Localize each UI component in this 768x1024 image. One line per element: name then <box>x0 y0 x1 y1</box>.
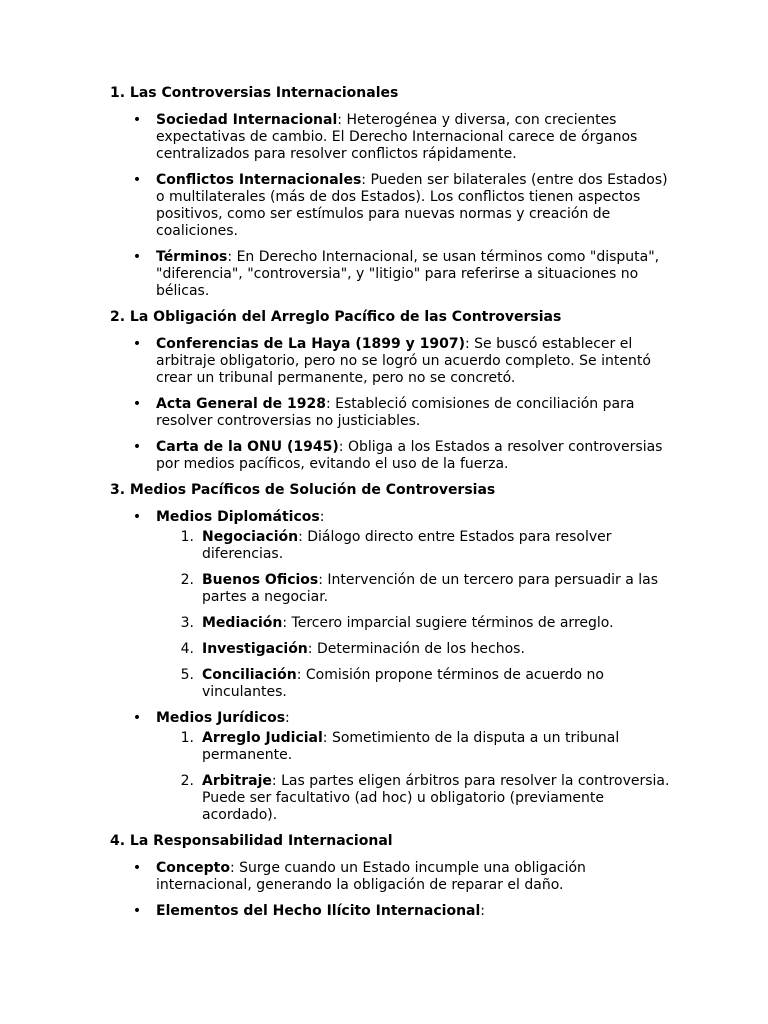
item-number: 1. <box>180 730 194 746</box>
bullet-list <box>110 509 670 824</box>
numbered-item <box>156 615 670 632</box>
sub-item-term: Buenos Oficios <box>202 572 319 588</box>
item-number: 3. <box>180 615 194 631</box>
item-number: 2. <box>180 773 194 789</box>
item-term: Carta de la ONU (1945) <box>156 439 339 455</box>
sub-item-term: Conciliación <box>202 667 297 683</box>
sub-item-text: : Tercero imparcial sugiere términos de arreglo. <box>282 615 614 631</box>
sub-item-term: Negociación <box>202 529 299 545</box>
item-term: Concepto <box>156 860 230 876</box>
numbered-item <box>156 641 670 658</box>
section-heading: 4. La Responsabilidad Internacional <box>110 833 393 849</box>
bullet-icon: • <box>132 336 142 352</box>
item-number: 2. <box>180 572 194 588</box>
bullet-icon: • <box>132 903 142 919</box>
bullet-item <box>110 903 670 920</box>
numbered-item <box>156 773 670 824</box>
item-number: 4. <box>180 641 194 657</box>
item-term: Elementos del Hecho Ilícito Internacional <box>156 903 481 919</box>
numbered-item <box>156 730 670 764</box>
bullet-list <box>110 112 670 300</box>
bullet-list <box>110 860 670 920</box>
item-text: : <box>319 509 325 525</box>
item-text: : Estableció comisiones de conciliación para resolver controversias no justiciables. <box>156 396 635 429</box>
item-text: : Pueden ser bilaterales (entre dos Estados) o multilaterales (más de dos Estados). Los conflictos tienen aspectos positivos, como ser estímulos para nuevas normas y creación de coaliciones. <box>156 172 668 239</box>
bullet-list <box>110 336 670 473</box>
item-term: Conferencias de La Haya (1899 y 1907) <box>156 336 465 352</box>
item-term: Medios Jurídicos <box>156 710 286 726</box>
bullet-icon: • <box>132 509 142 525</box>
section-heading: 1. Las Controversias Internacionales <box>110 85 399 101</box>
bullet-item <box>110 336 670 387</box>
section-heading: 3. Medios Pacíficos de Solución de Controversias <box>110 482 496 498</box>
item-text: : Heterogénea y diversa, con crecientes expectativas de cambio. El Derecho Internacional carece de órganos centralizados para resolver conflictos rápidamente. <box>156 112 638 162</box>
item-text: : Surge cuando un Estado incumple una obligación internacional, generando la obligación de reparar el daño. <box>156 860 586 893</box>
item-text: : <box>480 903 486 919</box>
sub-item-term: Mediación <box>202 615 283 631</box>
document-content <box>110 85 670 929</box>
sub-item-term: Arreglo Judicial <box>202 730 323 746</box>
bullet-icon: • <box>132 172 142 188</box>
bullet-icon: • <box>132 112 142 128</box>
sub-item-text: : Sometimiento de la disputa a un tribunal permanente. <box>202 730 620 763</box>
sub-item-text: : Comisión propone términos de acuerdo no vinculantes. <box>202 667 604 700</box>
item-term: Acta General de 1928 <box>156 396 326 412</box>
item-number: 1. <box>180 529 194 545</box>
item-term: Sociedad Internacional <box>156 112 338 128</box>
bullet-icon: • <box>132 710 142 726</box>
item-text: : Obliga a los Estados a resolver controversias por medios pacíficos, evitando el uso de la fuerza. <box>156 439 663 472</box>
numbered-item <box>156 667 670 701</box>
sub-item-term: Arbitraje <box>202 773 272 789</box>
bullet-icon: • <box>132 860 142 876</box>
sub-item-term: Investigación <box>202 641 308 657</box>
section-heading: 2. La Obligación del Arreglo Pacífico de las Controversias <box>110 309 562 325</box>
numbered-sublist <box>156 730 670 824</box>
item-text: : Se buscó establecer el arbitraje obligatorio, pero no se logró un acuerdo completo. Se intentó crear un tribunal permanente, pero no se concretó. <box>156 336 651 386</box>
bullet-item <box>110 112 670 163</box>
bullet-icon: • <box>132 396 142 412</box>
bullet-icon: • <box>132 249 142 265</box>
item-text: : <box>285 710 290 726</box>
item-term: Medios Diplomáticos <box>156 509 320 525</box>
sub-item-text: : Intervención de un tercero para persuadir a las partes a negociar. <box>202 572 659 605</box>
item-term: Conflictos Internacionales <box>156 172 362 188</box>
item-number: 5. <box>180 667 194 683</box>
numbered-sublist <box>156 529 670 701</box>
sub-item-text: : Diálogo directo entre Estados para resolver diferencias. <box>202 529 612 562</box>
bullet-item <box>110 249 670 300</box>
bullet-item <box>110 710 670 824</box>
sub-item-text: : Determinación de los hechos. <box>307 641 525 657</box>
item-term: Términos <box>156 249 228 265</box>
item-text: : En Derecho Internacional, se usan términos como "disputa", "diferencia", "controversia", y "litigio" para referirse a situaciones no bélicas. <box>156 249 660 299</box>
bullet-item <box>110 860 670 894</box>
bullet-item <box>110 396 670 430</box>
bullet-item <box>110 509 670 701</box>
sub-item-text: : Las partes eligen árbitros para resolver la controversia. Puede ser facultativo (ad hoc) u obligatorio (previamente acordado). <box>202 773 670 823</box>
bullet-item <box>110 172 670 240</box>
numbered-item <box>156 572 670 606</box>
bullet-item <box>110 439 670 473</box>
bullet-icon: • <box>132 439 142 455</box>
numbered-item <box>156 529 670 563</box>
